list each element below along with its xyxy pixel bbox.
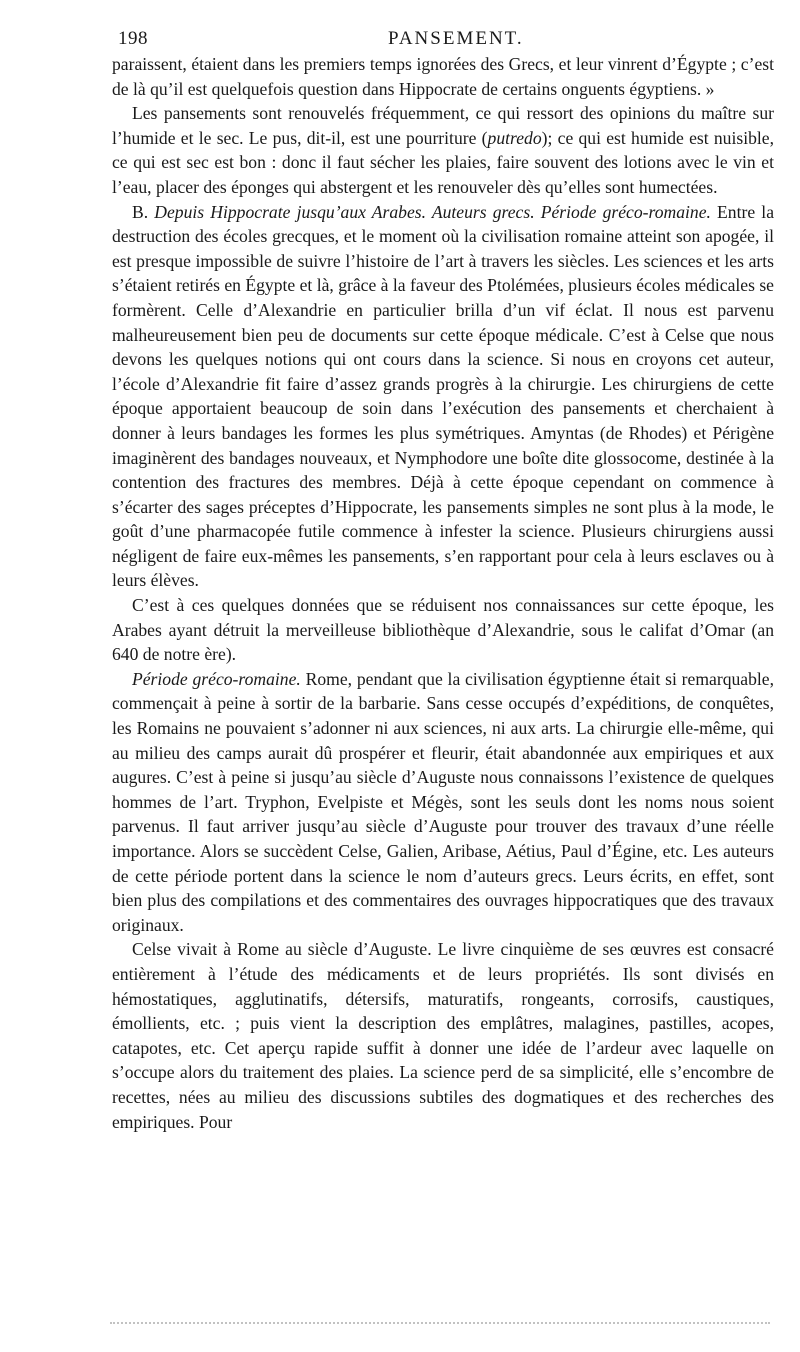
running-title: PANSEMENT.	[388, 28, 524, 49]
paragraph-text: Rome, pendant que la civilisation égyptienne était si remarquable, commençait à peine à sortir de la barbarie. Sans cesse occupés d’expéditions, de conquêtes, les Romains ne pouvaient s’adonner ni aux sciences, ni aux arts. La chirurgie elle-même, qui au milieu des camps aurait dû prospérer et fleurir, était abandonnée aux empiriques et aux augures. C’est à peine si jusqu’au siècle d’Auguste nous connaissons l’existence de quelques hommes de l’art. Tryphon, Evelpiste et Mégès, sont les seuls dont les noms nous soient parvenus. Il faut arriver jusqu’au siècle d’Auguste pour trouver des travaux d’une réelle importance. Alors se succèdent Celse, Galien, Aribase, Aétius, Paul d’Égine, etc. Les auteurs de cette période portent dans la science le nom d’auteurs grecs. Leurs écrits, en effet, sont bien plus des compilations et des commentaires des ouvrages hippocratiques que des travaux originaux.	[112, 668, 774, 935]
section-heading: Depuis Hippocrate jusqu’aux Arabes. Auteurs grecs. Période gréco-romaine.	[154, 201, 711, 222]
latin-term: putredo	[487, 127, 542, 148]
running-head	[118, 28, 770, 54]
paragraph-celse: Celse vivait à Rome au siècle d’Auguste. Le livre cinquième de ses œuvres est consacré entièrement à l’étude des médicaments et de leurs propriétés. Ils sont divisés en hémostatiques, agglutinatifs, détersifs, maturatifs, rongeants, corrosifs, caustiques, émollients, etc. ; puis vient la description des emplâtres, malagines, pastilles, acopes, catapotes, etc. Cet aperçu rapide suffit à donner une idée de l’ardeur avec laquelle on s’occupe alors du traitement des plaies. La science perd de sa simplicité, elle s’encombre de recettes, nées au milieu des discussions subtiles des dogmatiques et des recherches des empiriques. Pour	[112, 939, 774, 1132]
section-greco-romaine	[112, 667, 774, 938]
paragraph-alexandrie: C’est à ces quelques données que se réduisent nos connaissances sur cette époque, les Arabes ayant détruit la merveilleuse bibliothèque d’Alexandrie, sous le califat d’Omar (an 640 de notre ère).	[112, 595, 774, 665]
paragraph-text: ); ce qui est humide est nuisible, ce qui est sec est bon : donc il faut sécher les plaies, faire souvent des lotions avec le vin et l’eau, placer des éponges qui abstergent et les renouveler dès qu’elles sont humectées.	[112, 127, 774, 197]
paragraph-pansements	[112, 101, 774, 199]
paragraph-continuation: paraissent, étaient dans les premiers temps ignorées des Grecs, et leur vinrent d’Égypte ; c’est de là qu’il est quelquefois question dans Hippocrate de certains onguents égyptiens. »	[112, 54, 774, 99]
section-heading: Période gréco-romaine.	[132, 668, 301, 689]
paragraph-text: Entre la destruction des écoles grecques, et le moment où la civilisation romaine atteint son apogée, il est presque impossible de suivre l’histoire de l’art à travers les siècles. Les sciences et les arts s’étaient retirés en Égypte et là, grâce à la faveur des Ptolémées, plusieurs écoles médicales se formèrent. Celle d’Alexandrie en particulier brilla d’un vif éclat. Il nous est parvenu malheureusement bien peu de documents sur cette époque médicale. C’est à Celse que nous devons les quelques notions qui ont cours dans la science. Si nous en croyons cet auteur, l’école d’Alexandrie fit faire d’assez grands progrès à la chirurgie. Les chirurgiens de cette époque apportaient beaucoup de soin dans l’exécution des pansements et cherchaient à donner à leurs bandages les formes les plus symétriques. Amyntas (de Rhodes) et Périgène imaginèrent des bandages nouveaux, et Nymphodore une boîte dite glossocome, destinée à la contention des fractures des membres. Déjà à cette époque cependant on commence à s’écarter des sages préceptes d’Hippocrate, les pansements simples ne sont plus à la mode, le goût d’une pharmacopée futile commence à infester la science. Plusieurs chirurgiens aussi négligent de faire eux-mêmes les pansements, s’en rapportant pour cela à leurs esclaves ou à leurs élèves.	[112, 201, 775, 591]
paragraph-text: Les pansements sont renouvelés fréquemment, ce qui ressort des opinions du maître sur l’humide et le sec. Le pus, dit-il, est une pourriture (	[112, 103, 774, 148]
bottom-bleed-through	[110, 1322, 770, 1324]
section-letter: B.	[132, 201, 155, 222]
body-text	[112, 52, 774, 1134]
page-number: 198	[118, 28, 148, 49]
section-b-paragraph	[112, 200, 774, 594]
